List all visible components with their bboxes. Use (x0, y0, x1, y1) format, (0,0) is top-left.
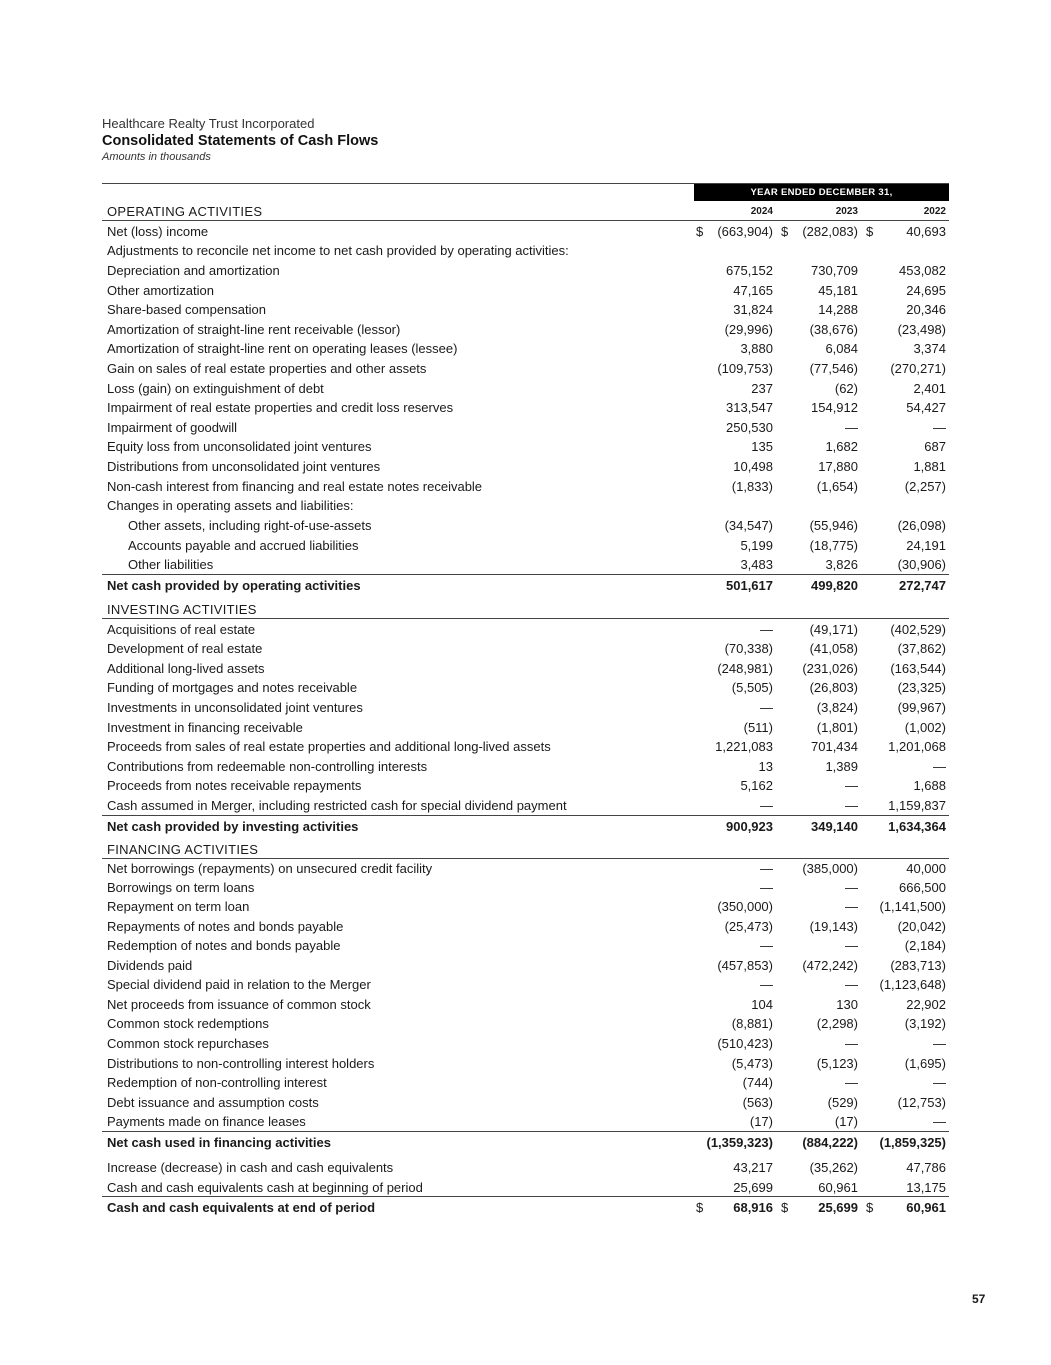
row-label: Net borrowings (repayments) on unsecured credit facility (107, 861, 433, 876)
value-2023: (282,083) (802, 224, 858, 239)
value-2022: (1,123,648) (879, 977, 946, 992)
value-2024: 3,483 (740, 557, 773, 572)
row-label: Special dividend paid in relation to the Merger (107, 977, 371, 992)
value-2024: (457,853) (717, 958, 773, 973)
table-row (102, 1013, 949, 1032)
value-2024: (29,996) (724, 322, 773, 337)
value-2023: 14,288 (818, 302, 858, 317)
value-2022: (270,271) (890, 361, 946, 376)
row-label: Debt issuance and assumption costs (107, 1095, 319, 1110)
value-2024: 135 (751, 439, 773, 454)
value-2022: — (933, 1114, 946, 1129)
row-label: Additional long-lived assets (107, 661, 265, 676)
value-2022: (1,002) (904, 720, 946, 735)
row-label: Cash and cash equivalents cash at beginning of period (107, 1180, 423, 1195)
value-2022: 687 (924, 439, 946, 454)
table-row (102, 717, 949, 736)
row-label: Net (loss) income (107, 224, 209, 239)
value-2024: — (760, 798, 773, 813)
row-label: Non-cash interest from financing and real estate notes receivable (107, 479, 483, 494)
value-2023: — (845, 798, 858, 813)
value-2022: (30,906) (897, 557, 946, 572)
table-row (102, 397, 949, 416)
value-2024: (17) (749, 1114, 773, 1129)
value-2024: 3,880 (740, 341, 773, 356)
row-label: Equity loss from unconsolidated joint ventures (107, 439, 372, 454)
statement-header (102, 116, 378, 164)
table-row (102, 260, 949, 279)
section-label: INVESTING ACTIVITIES (107, 602, 257, 617)
value-2024: — (760, 700, 773, 715)
value-2023: (41,058) (809, 641, 858, 656)
table-row (102, 515, 949, 534)
row-label: Loss (gain) on extinguishment of debt (107, 381, 324, 396)
value-2022: 272,747 (899, 578, 946, 593)
row-label: Distributions to non-controlling interest holders (107, 1056, 375, 1071)
value-2023: (1,654) (816, 479, 858, 494)
value-2022: 3,374 (913, 341, 946, 356)
value-2023: (17) (834, 1114, 858, 1129)
row-label: Depreciation and amortization (107, 263, 280, 278)
value-2023: (385,000) (802, 861, 858, 876)
table-row (102, 1033, 949, 1052)
table-row (102, 677, 949, 696)
value-2022: (1,695) (904, 1056, 946, 1071)
value-2022: (402,529) (890, 622, 946, 637)
currency-symbol: $ (696, 1200, 704, 1215)
table-row (102, 358, 949, 377)
table-row (102, 436, 949, 455)
value-2024: (8,881) (731, 1016, 773, 1031)
value-2023: (38,676) (809, 322, 858, 337)
table-row (102, 221, 949, 240)
row-label: Redemption of non-controlling interest (107, 1075, 327, 1090)
value-2023: — (845, 977, 858, 992)
value-2022: (2,184) (904, 938, 946, 953)
value-2024: 43,217 (733, 1160, 773, 1175)
value-2022: (163,544) (890, 661, 946, 676)
value-2023: (55,946) (809, 518, 858, 533)
row-label: Share-based compensation (107, 302, 266, 317)
table-row (102, 736, 949, 755)
value-2022: (283,713) (890, 958, 946, 973)
section-label: FINANCING ACTIVITIES (107, 842, 259, 857)
table-row (102, 1053, 949, 1072)
value-2024: (248,981) (717, 661, 773, 676)
column-header-row (102, 201, 949, 221)
table-row (102, 1177, 949, 1196)
value-2024: 5,199 (740, 538, 773, 553)
table-row (102, 619, 949, 638)
value-2022: 2,401 (913, 381, 946, 396)
value-2022: 666,500 (899, 880, 946, 895)
value-2023: — (845, 778, 858, 793)
value-2024: 501,617 (726, 578, 773, 593)
currency-symbol: $ (781, 224, 789, 239)
row-label: Cash and cash equivalents at end of period (107, 1200, 376, 1215)
table-row (102, 775, 949, 794)
value-2024: 675,152 (726, 263, 773, 278)
table-row (102, 974, 949, 993)
value-2024: 250,530 (726, 420, 773, 435)
row-label: Impairment of real estate properties and credit loss reserves (107, 400, 454, 415)
row-label: Gain on sales of real estate properties and other assets (107, 361, 427, 376)
value-2023: — (845, 1075, 858, 1090)
value-2022: 1,881 (913, 459, 946, 474)
value-2024: (510,423) (717, 1036, 773, 1051)
total-row-end-of-period (102, 1196, 949, 1217)
currency-symbol: $ (866, 224, 874, 239)
value-2022: 40,693 (906, 224, 946, 239)
value-2022: — (933, 1036, 946, 1051)
value-2023: (472,242) (802, 958, 858, 973)
table-row (102, 240, 949, 259)
value-2024: 900,923 (726, 819, 773, 834)
value-2023: (19,143) (809, 919, 858, 934)
value-2022: (3,192) (904, 1016, 946, 1031)
row-label: Investments in unconsolidated joint ventures (107, 700, 363, 715)
table-row (102, 378, 949, 397)
row-label: Repayment on term loan (107, 899, 250, 914)
row-label: Borrowings on term loans (107, 880, 255, 895)
table-row (102, 1072, 949, 1091)
value-2022: 453,082 (899, 263, 946, 278)
amounts-note: Amounts in thousands (102, 151, 211, 163)
row-label: Acquisitions of real estate (107, 622, 256, 637)
table-row (102, 535, 949, 554)
value-2022: (99,967) (897, 700, 946, 715)
value-2022: 24,695 (906, 283, 946, 298)
value-2023: — (845, 899, 858, 914)
value-2024: (1,359,323) (706, 1135, 773, 1150)
row-label: Contributions from redeemable non-controlling interests (107, 759, 428, 774)
value-2024: (5,473) (731, 1056, 773, 1071)
value-2023: — (845, 1036, 858, 1051)
value-2023: (3,824) (816, 700, 858, 715)
value-2024: — (760, 938, 773, 953)
value-2023: 130 (836, 997, 858, 1012)
value-2022: (1,141,500) (879, 899, 946, 914)
page-number: 57 (972, 1292, 986, 1306)
value-2024: (663,904) (717, 224, 773, 239)
row-label: Impairment of goodwill (107, 420, 238, 435)
value-2024: 237 (751, 381, 773, 396)
row-label: Net cash provided by investing activities (107, 819, 359, 834)
row-label: Amortization of straight-line rent on operating leases (lessee) (107, 341, 458, 356)
table-row (102, 338, 949, 357)
value-2023: (2,298) (816, 1016, 858, 1031)
total-row-investing (102, 815, 949, 836)
table-row (102, 994, 949, 1013)
row-label: Net cash provided by operating activities (107, 578, 361, 593)
column-year-2023: 2023 (835, 206, 858, 217)
row-label: Investment in financing receivable (107, 720, 303, 735)
value-2023: (231,026) (802, 661, 858, 676)
year-ended-band: YEAR ENDED DECEMBER 31, (694, 184, 949, 201)
table-row (102, 916, 949, 935)
table-row (102, 299, 949, 318)
company-name: Healthcare Realty Trust Incorporated (102, 116, 315, 131)
value-2024: (109,753) (717, 361, 773, 376)
value-2023: 154,912 (811, 400, 858, 415)
statement-title: Consolidated Statements of Cash Flows (102, 133, 379, 149)
row-label: Accounts payable and accrued liabilities (128, 538, 359, 553)
row-label: Dividends paid (107, 958, 193, 973)
value-2024: (70,338) (724, 641, 773, 656)
value-2023: 60,961 (818, 1180, 858, 1195)
value-2023: (62) (834, 381, 858, 396)
value-2024: 313,547 (726, 400, 773, 415)
row-label: Adjustments to reconcile net income to net cash provided by operating activities: (107, 243, 569, 258)
row-label: Development of real estate (107, 641, 263, 656)
value-2024: 104 (751, 997, 773, 1012)
total-row-operating (102, 574, 949, 595)
value-2023: 1,389 (825, 759, 858, 774)
value-2022: (26,098) (897, 518, 946, 533)
column-year-2022: 2022 (923, 206, 946, 217)
value-2024: (350,000) (717, 899, 773, 914)
table-row (102, 638, 949, 657)
value-2024: 1,221,083 (715, 739, 773, 754)
value-2022: 22,902 (906, 997, 946, 1012)
value-2023: (1,801) (816, 720, 858, 735)
currency-symbol: $ (696, 224, 704, 239)
value-2022: 1,688 (913, 778, 946, 793)
table-row (102, 554, 949, 573)
value-2024: 10,498 (733, 459, 773, 474)
value-2024: (563) (742, 1095, 773, 1110)
table-row (102, 280, 949, 299)
value-2023: 3,826 (825, 557, 858, 572)
value-2022: — (933, 759, 946, 774)
value-2022: 1,634,364 (888, 819, 946, 834)
row-label: Payments made on finance leases (107, 1114, 306, 1129)
value-2024: — (760, 977, 773, 992)
value-2024: — (760, 861, 773, 876)
value-2023: 701,434 (811, 739, 858, 754)
value-2024: 47,165 (733, 283, 773, 298)
value-2022: (1,859,325) (879, 1135, 946, 1150)
value-2023: 499,820 (811, 578, 858, 593)
value-2024: (5,505) (731, 680, 773, 695)
table-row (102, 955, 949, 974)
row-label: Changes in operating assets and liabilities: (107, 498, 354, 513)
value-2023: (26,803) (809, 680, 858, 695)
value-2024: (25,473) (724, 919, 773, 934)
value-2023: (77,546) (809, 361, 858, 376)
value-2023: — (845, 880, 858, 895)
value-2022: — (933, 1075, 946, 1090)
value-2023: (5,123) (816, 1056, 858, 1071)
section-heading-investing (102, 599, 949, 619)
value-2022: 40,000 (906, 861, 946, 876)
row-label: Proceeds from sales of real estate properties and additional long-lived assets (107, 739, 551, 754)
table-row (102, 1092, 949, 1111)
value-2023: (529) (827, 1095, 858, 1110)
value-2023: 730,709 (811, 263, 858, 278)
value-2022: 1,201,068 (888, 739, 946, 754)
value-2023: 1,682 (825, 439, 858, 454)
table-row (102, 756, 949, 775)
value-2022: 54,427 (906, 400, 946, 415)
currency-symbol: $ (866, 1200, 874, 1215)
row-label: Other assets, including right-of-use-assets (128, 518, 372, 533)
value-2023: — (845, 420, 858, 435)
row-label: Repayments of notes and bonds payable (107, 919, 344, 934)
value-2023: 25,699 (818, 1200, 858, 1215)
table-row (102, 935, 949, 954)
value-2023: 45,181 (818, 283, 858, 298)
value-2024: (744) (742, 1075, 773, 1090)
value-2022: (20,042) (897, 919, 946, 934)
table-row (102, 795, 949, 814)
value-2023: 6,084 (825, 341, 858, 356)
row-label: Common stock redemptions (107, 1016, 269, 1031)
value-2022: (2,257) (904, 479, 946, 494)
row-label: Redemption of notes and bonds payable (107, 938, 341, 953)
table-row (102, 858, 949, 877)
row-label: Other amortization (107, 283, 214, 298)
value-2024: 25,699 (733, 1180, 773, 1195)
value-2024: (34,547) (724, 518, 773, 533)
value-2024: (511) (743, 720, 773, 735)
value-2023: — (845, 938, 858, 953)
value-2022: (23,325) (897, 680, 946, 695)
value-2022: 20,346 (906, 302, 946, 317)
row-label: Other liabilities (128, 557, 214, 572)
value-2024: 5,162 (740, 778, 773, 793)
column-year-2024: 2024 (750, 206, 773, 217)
row-label: Proceeds from notes receivable repayments (107, 778, 362, 793)
value-2023: (884,222) (802, 1135, 858, 1150)
value-2022: (12,753) (897, 1095, 946, 1110)
row-label: Net cash used in financing activities (107, 1135, 331, 1150)
section-heading-financing (102, 839, 949, 859)
value-2023: 17,880 (818, 459, 858, 474)
table-row (102, 476, 949, 495)
value-2023: 349,140 (811, 819, 858, 834)
value-2022: 24,191 (906, 538, 946, 553)
value-2023: (49,171) (809, 622, 858, 637)
value-2022: 1,159,837 (888, 798, 946, 813)
table-row (102, 877, 949, 896)
table-row (102, 1111, 949, 1130)
value-2022: (23,498) (897, 322, 946, 337)
row-label: Cash assumed in Merger, including restricted cash for special dividend payment (107, 798, 567, 813)
section-heading-operating: OPERATING ACTIVITIES (107, 204, 263, 219)
table-row (102, 1157, 949, 1176)
row-label: Net proceeds from issuance of common stock (107, 997, 371, 1012)
table-row (102, 697, 949, 716)
table-row (102, 319, 949, 338)
row-label: Common stock repurchases (107, 1036, 269, 1051)
value-2023: (18,775) (809, 538, 858, 553)
table-row (102, 658, 949, 677)
value-2022: 47,786 (906, 1160, 946, 1175)
value-2024: 13 (758, 759, 773, 774)
value-2024: (1,833) (731, 479, 773, 494)
total-row-financing (102, 1131, 949, 1152)
value-2024: 31,824 (733, 302, 773, 317)
table-row (102, 456, 949, 475)
currency-symbol: $ (781, 1200, 789, 1215)
value-2024: — (760, 622, 773, 637)
table-row (102, 495, 949, 514)
value-2022: (37,862) (897, 641, 946, 656)
value-2024: 68,916 (733, 1200, 773, 1215)
value-2022: 60,961 (906, 1200, 946, 1215)
table-row (102, 896, 949, 915)
table-row (102, 417, 949, 436)
row-label: Funding of mortgages and notes receivable (107, 680, 358, 695)
row-label: Distributions from unconsolidated joint ventures (107, 459, 381, 474)
value-2024: — (760, 880, 773, 895)
row-label: Amortization of straight-line rent receivable (lessor) (107, 322, 401, 337)
value-2022: 13,175 (906, 1180, 946, 1195)
value-2022: — (933, 420, 946, 435)
value-2023: (35,262) (809, 1160, 858, 1175)
row-label: Increase (decrease) in cash and cash equivalents (107, 1160, 394, 1175)
